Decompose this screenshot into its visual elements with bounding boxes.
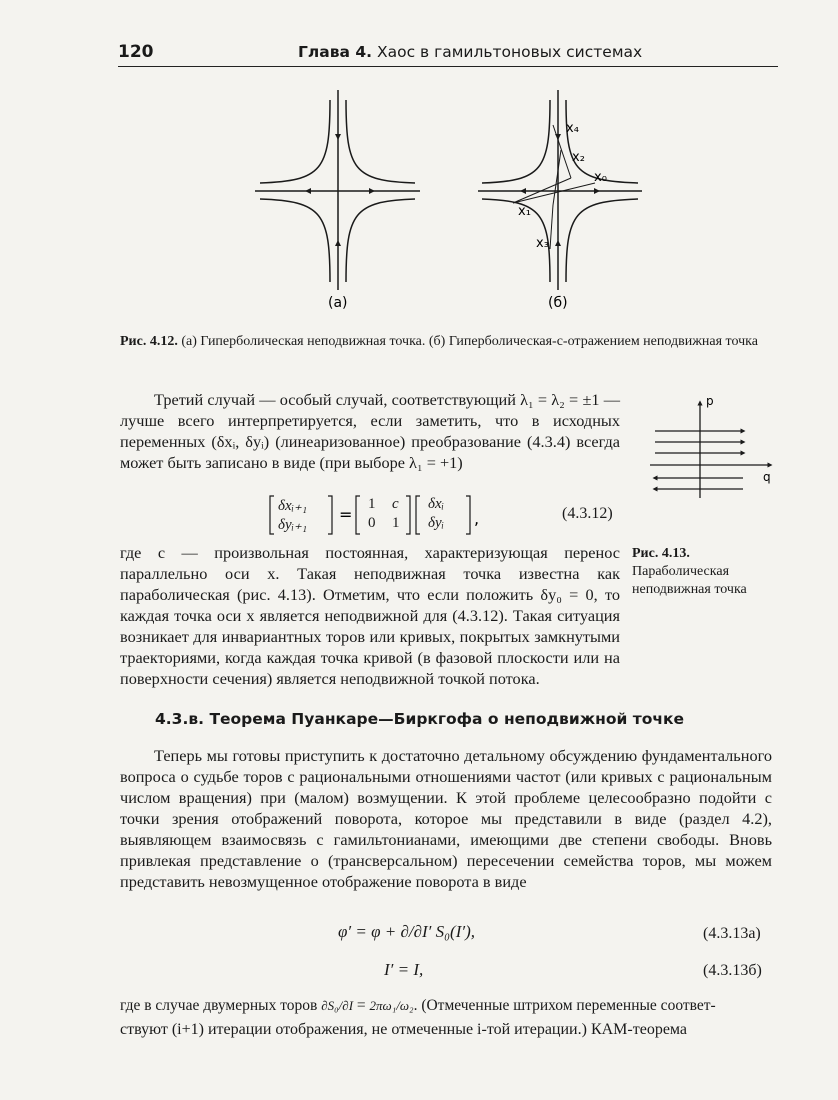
eq-rhs-bottom: δyᵢ <box>428 515 445 531</box>
paragraph-final-line2: ствуют (i+1) итерации отображения, не отмеченные i-той итерации.) КАМ-теорема <box>120 1021 688 1038</box>
hyperbolic-reflection-diagram-b <box>478 90 642 290</box>
point-x3: x₃ <box>536 236 549 251</box>
figure-4-13 <box>645 393 780 503</box>
eq-number-4-3-13a: (4.3.13а) <box>703 925 761 942</box>
eq-number-4-3-12: (4.3.12) <box>562 505 613 522</box>
page-number: 120 <box>118 42 154 62</box>
svg-text:,: , <box>474 509 480 528</box>
point-x1: x₁ <box>518 204 531 219</box>
chapter-label: Глава 4. <box>298 43 373 61</box>
eq-lhs-bottom: δyᵢ₊₁ <box>278 517 308 533</box>
final-line1-prefix: где в случае двумерных торов <box>120 997 318 1014</box>
caption-4-13-label: Рис. 4.13. <box>632 546 690 561</box>
axis-p-label: p <box>706 394 714 408</box>
eq-rhs-top: δxᵢ <box>428 496 445 512</box>
caption-4-12 <box>120 333 778 351</box>
final-line1-suffix: . (Отмеченные штрихом переменные соответ- <box>413 997 716 1014</box>
equation-4-3-12 <box>268 494 623 536</box>
equation-4-3-13a: φ′ = φ + ∂/∂I′ S₀(I′), <box>338 922 475 941</box>
hyperbolic-diagram-a <box>255 90 420 290</box>
running-title <box>298 43 642 61</box>
fraction-dS0-dI: ∂S₀/∂I <box>321 998 354 1013</box>
eq-m12: c <box>392 496 399 512</box>
paragraph-third-case: Третий случай — особый случай, соответствующий λ₁ = λ₂ = ±1 — лучше всего интерпретируется, если заметить, что в исходных переменных (δxᵢ, δyᵢ) (линеаризованное) преобразование (4.3.4) всегда может быть записано в виде (при выборе λ₁ = +1) <box>120 390 620 472</box>
equation-4-3-13b: I′ = I, <box>384 960 424 979</box>
caption-4-12-label: Рис. 4.12. <box>120 334 178 349</box>
chapter-title: Хаос в гамильтоновых системах <box>376 43 643 61</box>
paragraph-parabolic-text: где c — произвольная постоянная, характеризующая перенос параллельно оси x. Такая неподвижная точка известна как параболическая (рис. 4.13). Отметим, что если положить δy₀ = 0, то каждая точка оси x является неподвижной для (4.3.12). Такая ситуация возникает для инвариантных торов или кривых, покрытых замкнутыми траекториями, когда каждая точка кривой (в фазовой плоскости или на поверхности сечения) является неподвижной точкой потока. <box>120 543 620 688</box>
eq-lhs-top: δxᵢ₊₁ <box>278 498 308 514</box>
running-header <box>118 40 778 67</box>
axis-q-label: q <box>763 470 771 484</box>
figure-4-12 <box>250 85 790 310</box>
eq-m11: 1 <box>368 496 376 512</box>
point-x4: x₄ <box>566 121 579 136</box>
section-heading: 4.3.в. Теорема Пуанкаре—Биркгофа о неподвижной точке <box>155 710 685 728</box>
paragraph-parabolic <box>120 542 620 689</box>
label-b: (б) <box>548 295 568 310</box>
eq-number-4-3-13b: (4.3.13б) <box>703 962 762 979</box>
fraction-omega-ratio: 2πω₁/ω₂ <box>369 998 414 1013</box>
caption-4-12-text: (а) Гиперболическая неподвижная точка. (б) Гиперболическая-с-отражением неподвижная точка <box>181 334 758 349</box>
point-x0: x₀ <box>594 170 607 185</box>
caption-4-13-text: Параболическая неподвижная точка <box>632 564 747 597</box>
eq-m21: 0 <box>368 515 376 531</box>
paragraph-poincare-birkhoff: Теперь мы готовы приступить к достаточно детальному обсуждению фундаментального вопроса о судьбе торов с рациональными отношениями частот (или кривых с рациональным числом вращения) при (малом) возмущении. К этой проблеме целесообразно подойти с точки зрения отображений поворота, которое мы представили в виде (раздел 4.2), выявляющем взаимосвязь с гамильтонианами, имеющими две степени свободы. Вновь привлекая представление о (трансверсальном) пересечении семейства торов, мы можем представить невозмущенное отображение поворота в виде <box>120 746 772 891</box>
paragraph-final-line1: где в случае двумерных торов ∂S₀/∂I = 2πω₁/ω₂. (Отмеченные штрихом переменные соответ- <box>120 997 716 1014</box>
point-x2: x₂ <box>572 150 585 165</box>
label-a: (a) <box>328 295 348 310</box>
eq-m22: 1 <box>392 515 400 531</box>
caption-4-13 <box>632 545 782 599</box>
svg-text:=: = <box>339 505 353 524</box>
